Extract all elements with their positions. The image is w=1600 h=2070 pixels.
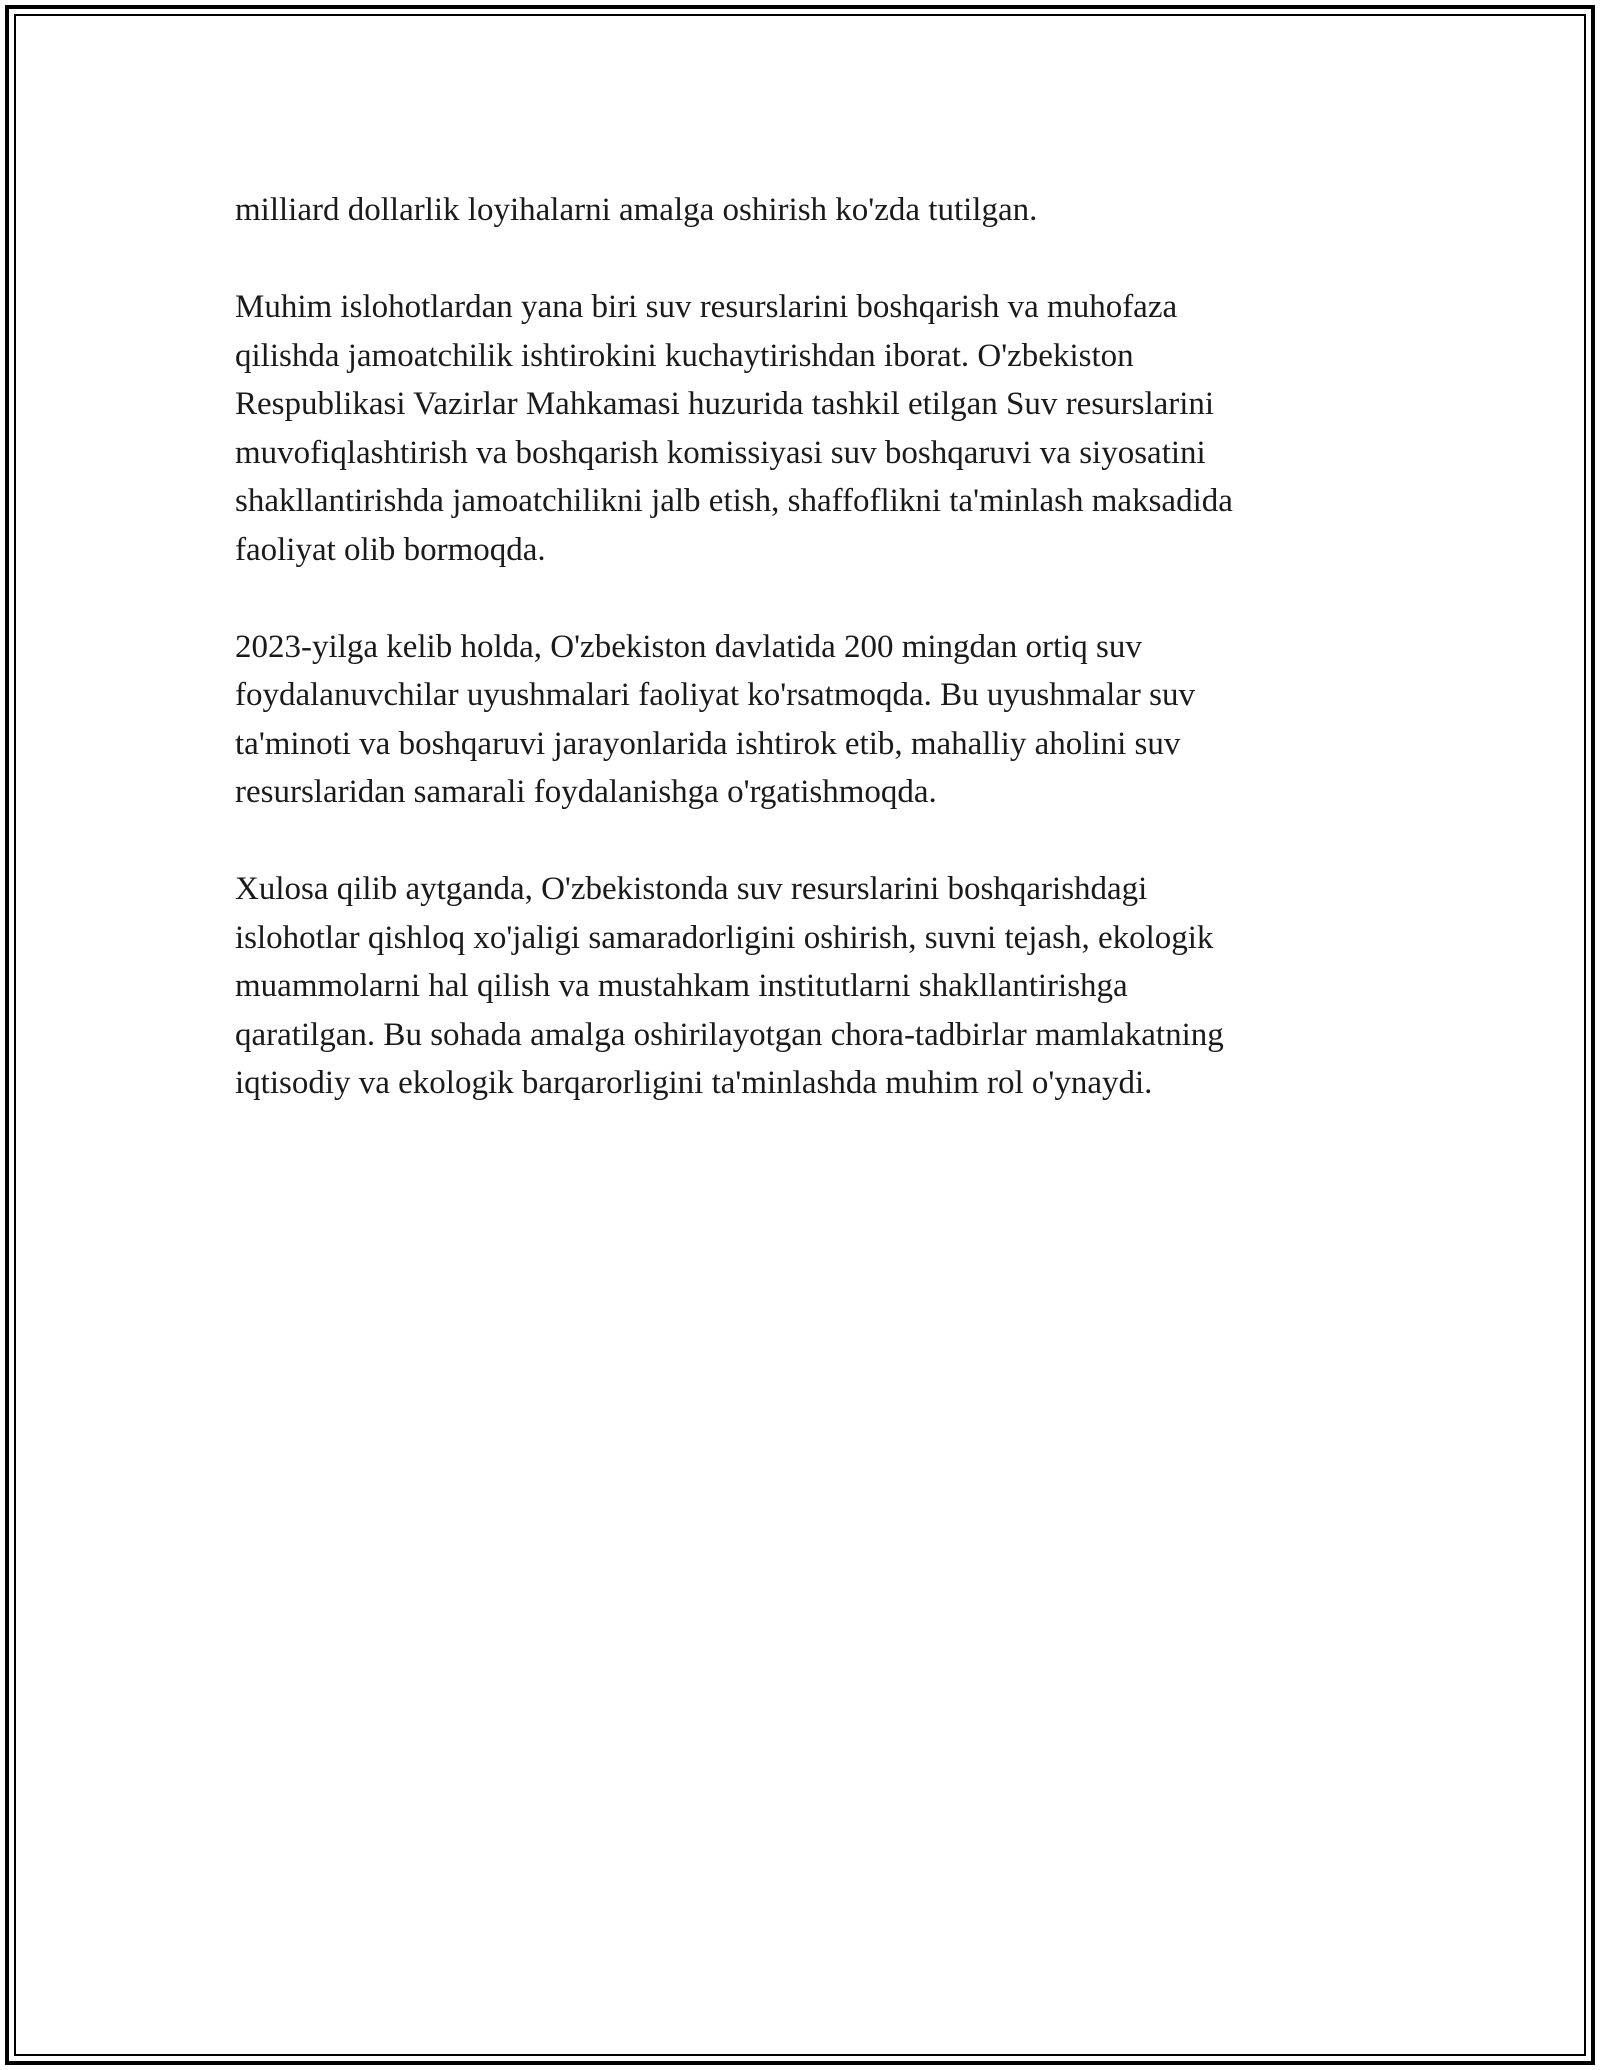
text-line: islohotlar qishloq xo'jaligi samaradorligini oshirish, suvni tejash, ekologik (235, 919, 1214, 956)
text-line: iqtisodiy va ekologik barqarorligini ta'minlashda muhim rol o'ynaydi. (235, 1065, 1153, 1101)
text-line: ta'minoti va boshqaruvi jarayonlarida ishtirok etib, mahalliy aholini suv (235, 725, 1181, 762)
document-body (235, 186, 1365, 1156)
text-line: faoliyat olib bormoqda. (235, 531, 546, 568)
paragraph-3 (235, 623, 1365, 817)
text-line: foydalanuvchilar uyushmalari faoliyat ko'rsatmoqda. Bu uyushmalar suv (235, 677, 1195, 713)
text-line: Muhim islohotlardan yana biri suv resurslarini boshqarish va muhofaza (235, 289, 1178, 325)
text-line: shakllantirishda jamoatchilikni jalb etish, shaffoflikni ta'minlash maksadida (235, 483, 1233, 519)
paragraph-1 (235, 186, 1365, 235)
text-line: muammolarni hal qilish va mustahkam institutlarni shakllantirishga (235, 968, 1128, 1004)
text-line: muvofiqlashtirish va boshqarish komissiyasi suv boshqaruvi va siyosatini (235, 434, 1206, 471)
paragraph-4 (235, 865, 1365, 1108)
text-line: resurslaridan samarali foydalanishga o'rgatishmoqda. (235, 774, 937, 810)
text-line: Xulosa qilib aytganda, O'zbekistonda suv resurslarini boshqarishdagi (235, 871, 1148, 907)
text-line: qaratilgan. Bu sohada amalga oshirilayotgan chora-tadbirlar mamlakatning (235, 1016, 1224, 1053)
text-line: milliard dollarlik loyihalarni amalga oshirish ko'zda tutilgan. (235, 192, 1038, 228)
paragraph-2 (235, 283, 1365, 574)
text-line: Respublikasi Vazirlar Mahkamasi huzurida tashkil etilgan Suv resurslarini (235, 386, 1215, 422)
text-line: qilishda jamoatchilik ishtirokini kuchaytirishdan iborat. O'zbekiston (235, 337, 1134, 374)
text-line: 2023-yilga kelib holda, O'zbekiston davlatida 200 mingdan ortiq suv (235, 628, 1142, 665)
